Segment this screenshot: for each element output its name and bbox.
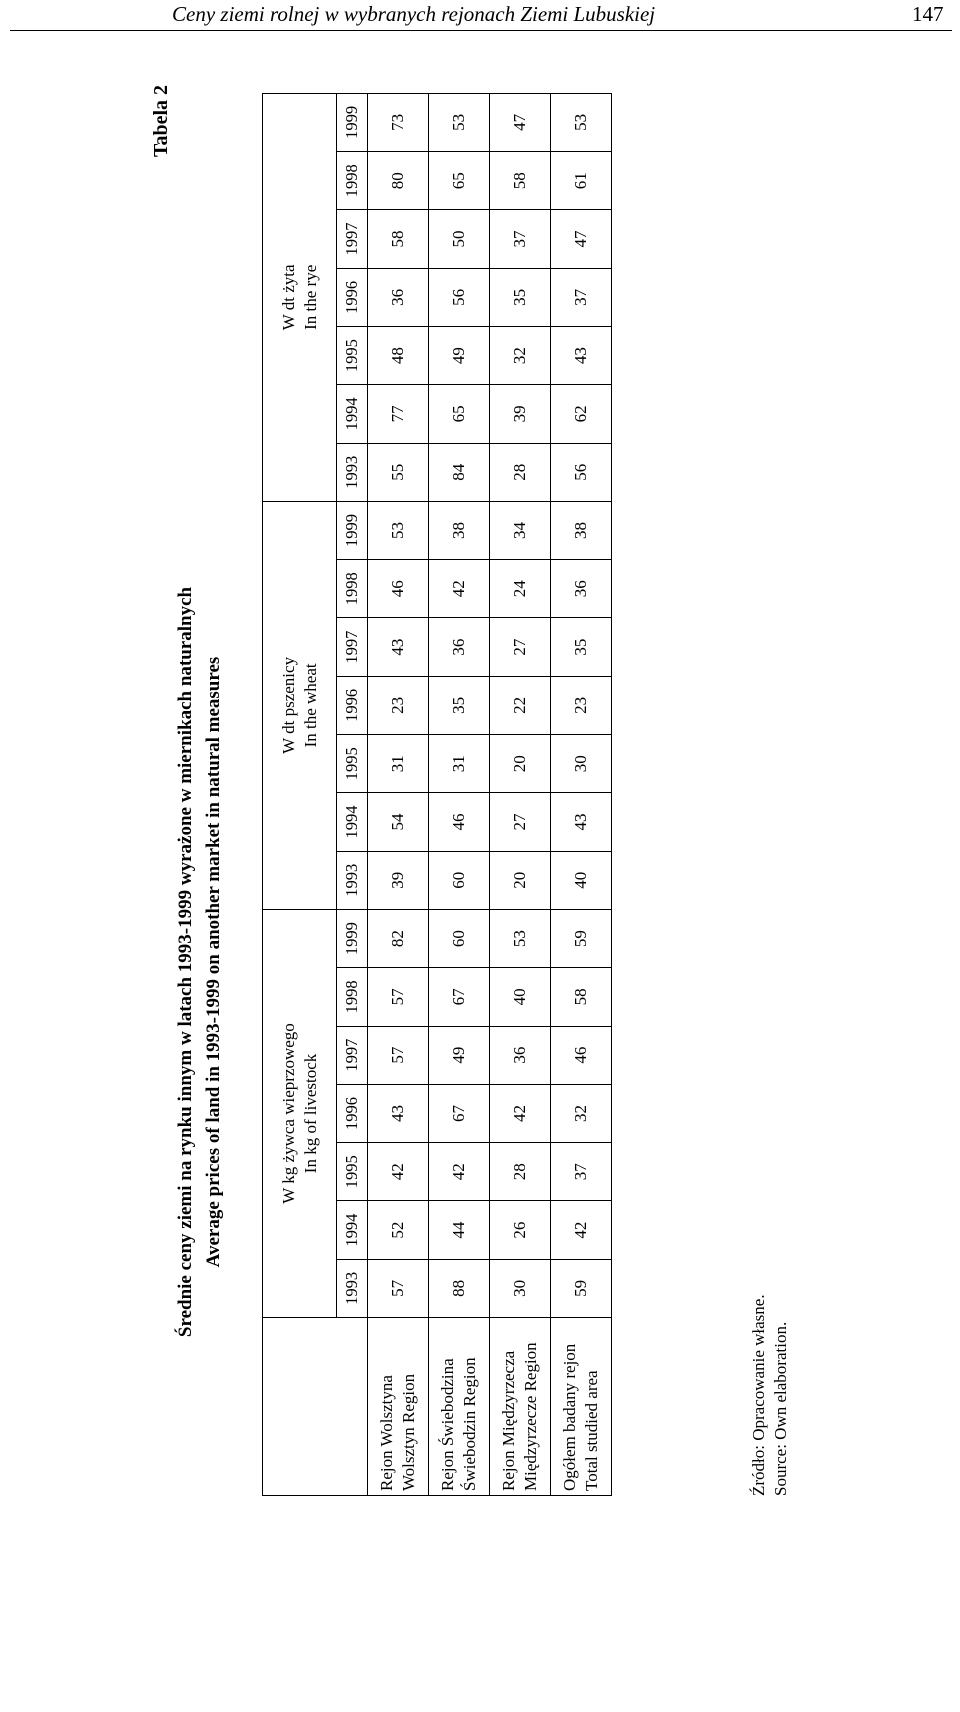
table-cell: 49 <box>429 326 490 384</box>
year-header: 1993 <box>337 443 368 501</box>
table-cell: 67 <box>429 968 490 1026</box>
table-cell: 31 <box>368 735 429 793</box>
table-cell: 35 <box>551 618 612 676</box>
table-cell: 73 <box>368 93 429 151</box>
table-cell: 60 <box>429 851 490 909</box>
table-cell: 36 <box>490 1026 551 1084</box>
table-cell: 77 <box>368 385 429 443</box>
prices-table <box>262 93 612 1496</box>
table-cell: 39 <box>368 851 429 909</box>
table-cell: 34 <box>490 501 551 559</box>
year-header: 1997 <box>337 618 368 676</box>
table-cell: 20 <box>490 735 551 793</box>
table-cell: 39 <box>490 385 551 443</box>
table-cell: 44 <box>429 1201 490 1259</box>
year-header: 1996 <box>337 268 368 326</box>
table-cell: 40 <box>490 968 551 1026</box>
year-header: 1999 <box>337 909 368 967</box>
table-cell: 65 <box>429 385 490 443</box>
table-row <box>551 93 612 1495</box>
table-cell: 27 <box>490 618 551 676</box>
table-cell: 36 <box>429 618 490 676</box>
table-cell: 42 <box>368 1143 429 1201</box>
table-cell: 28 <box>490 1143 551 1201</box>
table-cell: 43 <box>551 793 612 851</box>
table-cell: 20 <box>490 851 551 909</box>
table-cell: 54 <box>368 793 429 851</box>
table-cell: 57 <box>368 1026 429 1084</box>
table-cell: 84 <box>429 443 490 501</box>
table-caption-pl: Średnie ceny ziemi na rynku innym w latach 1993-1999 wyrażone w miernikach naturalnych <box>175 586 196 1338</box>
year-header: 1993 <box>337 851 368 909</box>
table-cell: 36 <box>551 560 612 618</box>
table-cell: 37 <box>551 1143 612 1201</box>
region-label-pl: Rejon Wolsztyna <box>377 1375 396 1491</box>
table-cell: 35 <box>429 676 490 734</box>
group-header <box>263 501 337 909</box>
table-row <box>429 93 490 1495</box>
table-cell: 47 <box>490 93 551 151</box>
table-cell: 47 <box>551 210 612 268</box>
table-cell: 27 <box>490 793 551 851</box>
year-header-row <box>337 93 368 1495</box>
table-cell: 46 <box>429 793 490 851</box>
table-cell: 37 <box>490 210 551 268</box>
table-cell: 42 <box>551 1201 612 1259</box>
table-cell: 32 <box>551 1084 612 1142</box>
table-cell: 52 <box>368 1201 429 1259</box>
table-cell: 37 <box>551 268 612 326</box>
table-cell: 32 <box>490 326 551 384</box>
group-header <box>263 93 337 501</box>
group-header-pl: W kg żywca wieprzowego <box>278 1023 298 1204</box>
table-cell: 49 <box>429 1026 490 1084</box>
table-cell: 53 <box>490 909 551 967</box>
table-cell: 42 <box>429 1143 490 1201</box>
table-caption-en: Average prices of land in 1993-1999 on another market in natural measures <box>203 656 224 1268</box>
table-cell: 23 <box>551 676 612 734</box>
table-cell: 58 <box>490 152 551 210</box>
year-header: 1996 <box>337 676 368 734</box>
table-cell: 88 <box>429 1259 490 1317</box>
running-header <box>0 0 960 34</box>
table-cell: 53 <box>551 93 612 151</box>
table-cell: 43 <box>368 1084 429 1142</box>
table-row <box>490 93 551 1495</box>
group-header-en: In the wheat <box>300 663 320 748</box>
rotated-table-page <box>0 42 960 1542</box>
table-cell: 43 <box>368 618 429 676</box>
year-header: 1998 <box>337 560 368 618</box>
table-cell: 57 <box>368 968 429 1026</box>
corner-cell <box>263 1318 368 1496</box>
region-label-pl: Ogółem badany rejon <box>560 1343 579 1491</box>
table-cell: 38 <box>551 501 612 559</box>
table-cell: 43 <box>551 326 612 384</box>
table-cell: 58 <box>551 968 612 1026</box>
source-pl: Źródło: Opracowanie własne. <box>749 1294 768 1496</box>
year-header: 1994 <box>337 1201 368 1259</box>
table-cell: 46 <box>551 1026 612 1084</box>
header-rule <box>10 30 952 31</box>
table-cell: 57 <box>368 1259 429 1317</box>
year-header: 1998 <box>337 968 368 1026</box>
table-cell: 80 <box>368 152 429 210</box>
running-header-title: Ceny ziemi rolnej w wybranych rejonach Ziemi Lubuskiej <box>172 2 656 26</box>
table-cell: 23 <box>368 676 429 734</box>
region-label <box>429 1318 490 1496</box>
table-cell: 26 <box>490 1201 551 1259</box>
table-cell: 38 <box>429 501 490 559</box>
group-header-pl: W dt pszenicy <box>278 656 298 754</box>
table-cell: 31 <box>429 735 490 793</box>
table-cell: 24 <box>490 560 551 618</box>
table-cell: 61 <box>551 152 612 210</box>
table-cell: 65 <box>429 152 490 210</box>
table-cell: 53 <box>368 501 429 559</box>
table-cell: 60 <box>429 909 490 967</box>
table-cell: 50 <box>429 210 490 268</box>
table-cell: 62 <box>551 385 612 443</box>
region-label-en: Świebodzin Region <box>460 1357 479 1491</box>
table-cell: 30 <box>490 1259 551 1317</box>
group-header-row <box>263 93 337 1495</box>
region-label-pl: Rejon Międzyrzecza <box>499 1350 518 1491</box>
year-header: 1993 <box>337 1259 368 1317</box>
table-cell: 42 <box>490 1084 551 1142</box>
year-header: 1996 <box>337 1084 368 1142</box>
table-row <box>368 93 429 1495</box>
table-cell: 36 <box>368 268 429 326</box>
table-cell: 46 <box>368 560 429 618</box>
region-label <box>490 1318 551 1496</box>
year-header: 1995 <box>337 326 368 384</box>
source-en: Source: Own elaboration. <box>771 1321 790 1496</box>
region-label <box>368 1318 429 1496</box>
table-cell: 53 <box>429 93 490 151</box>
region-label-pl: Rejon Świebodzina <box>438 1358 457 1491</box>
table-cell: 56 <box>551 443 612 501</box>
table-cell: 30 <box>551 735 612 793</box>
table-cell: 35 <box>490 268 551 326</box>
table-cell: 40 <box>551 851 612 909</box>
page-number: 147 <box>912 2 944 26</box>
year-header: 1998 <box>337 152 368 210</box>
table-label: Tabela 2 <box>150 84 172 157</box>
table-cell: 67 <box>429 1084 490 1142</box>
table-cell: 56 <box>429 268 490 326</box>
table-cell: 55 <box>368 443 429 501</box>
year-header: 1994 <box>337 793 368 851</box>
region-label-en: Total studied area <box>582 1370 601 1491</box>
table-cell: 59 <box>551 909 612 967</box>
year-header: 1999 <box>337 501 368 559</box>
year-header: 1997 <box>337 210 368 268</box>
table-cell: 28 <box>490 443 551 501</box>
year-header: 1999 <box>337 93 368 151</box>
year-header: 1994 <box>337 385 368 443</box>
region-label <box>551 1318 612 1496</box>
table-cell: 48 <box>368 326 429 384</box>
year-header: 1995 <box>337 1143 368 1201</box>
table-cell: 22 <box>490 676 551 734</box>
region-label-en: Międzyrzecze Region <box>521 1342 540 1491</box>
table-cell: 58 <box>368 210 429 268</box>
table-cell: 59 <box>551 1259 612 1317</box>
region-label-en: Wolsztyn Region <box>399 1373 418 1491</box>
year-header: 1997 <box>337 1026 368 1084</box>
year-header: 1995 <box>337 735 368 793</box>
table-cell: 82 <box>368 909 429 967</box>
group-header-en: In kg of livestock <box>300 1053 320 1174</box>
group-header-en: In the rye <box>300 264 320 330</box>
source-note <box>748 1294 792 1496</box>
group-header <box>263 909 337 1317</box>
group-header-pl: W dt żyta <box>278 264 298 331</box>
table-cell: 42 <box>429 560 490 618</box>
